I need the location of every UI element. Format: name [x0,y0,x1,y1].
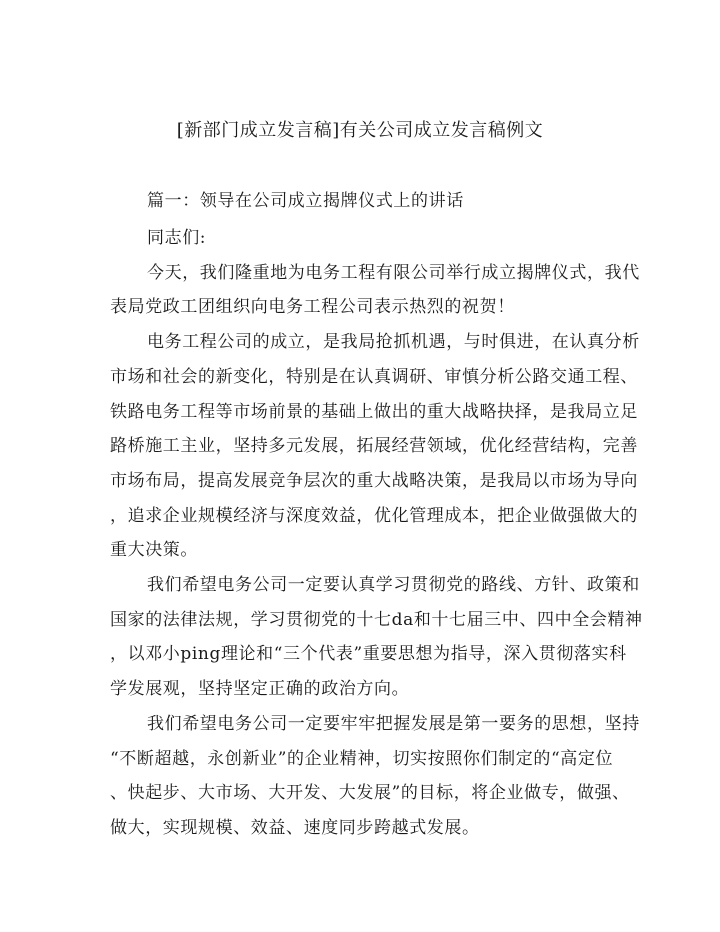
paragraph-line: 今天，我们隆重地为电务工程有限公司举行成立揭牌仪式，我代 [147,263,640,283]
paragraph-line: 做大，实现规模、效益、速度同步跨越式发展。 [110,818,480,838]
salutation: 同志们: [147,228,207,248]
paragraph-line: 电务工程公司的成立，是我局抢抓机遇，与时俱进，在认真分析 [147,332,640,352]
paragraph-line: 我们希望电务公司一定要认真学习贯彻党的路线、方针、政策和 [147,575,640,595]
paragraph-line: 学发展观，坚持坚定正确的政治方向。 [110,679,410,699]
paragraph-line: ，追求企业规模经济与深度效益，优化管理成本，把企业做强做大的 [110,506,638,526]
paragraph-line: 我们希望电务公司一定要牢牢把握发展是第一要务的思想，坚持 [147,714,640,734]
paragraph-line: 国家的法律法规，学习贯彻党的十七da和十七届三中、四中全会精神 [110,610,643,630]
paragraph-line: 市场和社会的新变化，特别是在认真调研、审慎分析公路交通工程、 [110,367,638,387]
paragraph-line: 重大决策。 [110,540,198,560]
document-title: [新部门成立发言稿]有关公司成立发言稿例文 [176,120,544,141]
paragraph-line: 表局党政工团组织向电务工程公司表示热烈的祝贺！ [110,297,515,317]
paragraph-line: ，以邓小ping理论和“三个代表”重要思想为指导，深入贯彻落实科 [110,644,627,664]
paragraph-line: 、快起步、大市场、大开发、大发展”的目标，将企业做专，做强、 [110,783,630,803]
paragraph-line: 路桥施工主业，坚持多元发展，拓展经营领域，优化经营结构，完善 [110,436,638,456]
section-heading: 篇一：领导在公司成立揭牌仪式上的讲话 [147,191,464,211]
paragraph-line: 市场布局，提高发展竞争层次的重大战略决策，是我局以市场为导向 [110,471,638,491]
paragraph-line: “不断超越，永创新业”的企业精神，切实按照你们制定的“高定位 [110,749,614,769]
paragraph-line: 铁路电务工程等市场前景的基础上做出的重大战略抉择，是我局立足 [110,402,638,422]
